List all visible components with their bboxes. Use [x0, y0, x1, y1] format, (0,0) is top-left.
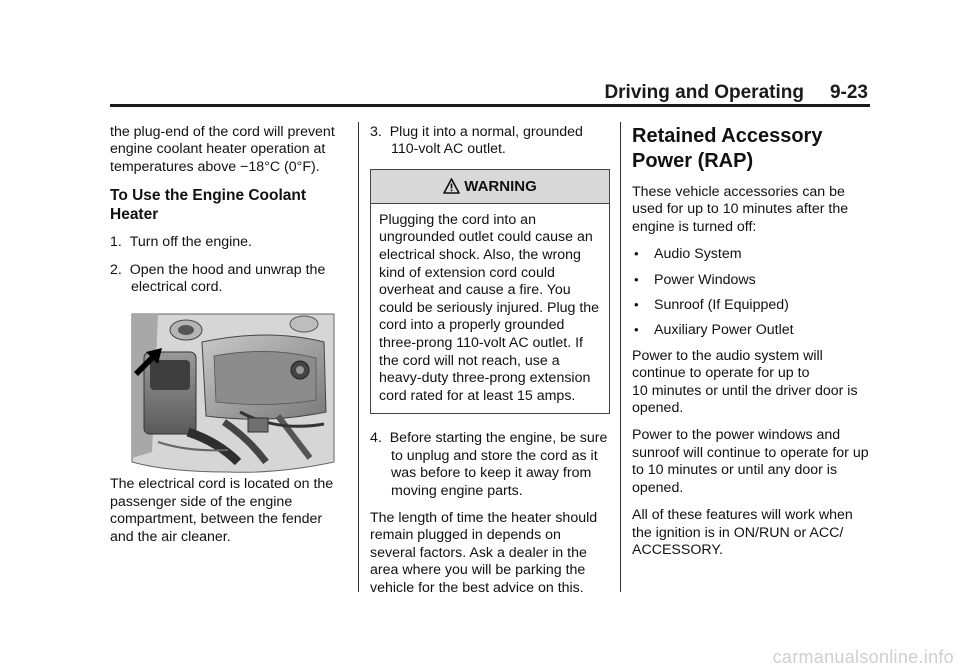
step-3: 3. Plug it into a normal, grounded 110-volt AC outlet.	[370, 124, 583, 158]
bullet-icon: •	[634, 271, 639, 287]
warning-header	[371, 170, 609, 204]
warning-box	[370, 169, 610, 415]
bullet-icon: •	[634, 322, 639, 338]
page-number: 9-23	[829, 82, 868, 103]
warning-triangle-icon	[443, 178, 460, 194]
column-3	[632, 124, 870, 569]
list-item	[632, 246, 870, 263]
list-item	[632, 297, 870, 314]
watermark: carmanualsonline.info	[772, 647, 954, 667]
page-header	[604, 82, 868, 104]
bullet-icon: •	[634, 297, 639, 313]
list-item-label: Sunroof (If Equipped)	[654, 297, 789, 314]
column-2	[370, 124, 610, 607]
column-1	[110, 124, 348, 556]
step-1: 1. Turn off the engine.	[110, 234, 252, 251]
list-item	[632, 272, 870, 289]
section-title: Driving and Operating	[604, 82, 804, 103]
list-item	[632, 322, 870, 339]
warning-text: Plugging the cord into an ungrounded outlet could cause an electrical shock. Also, the wrong kind of extension cord could overheat and cause a fire. You could be seriously injured. Plug the cord into a properly grounded three-prong 110-volt AC outlet. If the cord will not reach, use a heavy-duty three-prong extension cord rated for at least 15 amps.	[379, 211, 600, 404]
bullet-icon: •	[634, 246, 639, 262]
heater-duration-paragraph: The length of time the heater should remain plugged in depends on several factors. Ask a dealer in the area where you will be parking the vehicle for the best advice on this.	[370, 509, 598, 596]
header-rule	[110, 104, 870, 107]
ignition-paragraph: All of these features will work when the ignition is in ON/RUN or ACC/ ACCESSORY.	[632, 507, 853, 558]
column-divider-right	[620, 122, 621, 592]
list-item-label: Audio System	[654, 246, 742, 263]
step-2: 2. Open the hood and unwrap the electrical cord.	[110, 261, 326, 296]
warning-title: WARNING	[464, 177, 537, 195]
engine-compartment-illustration	[128, 312, 338, 476]
rap-heading: Retained Accessory Power (RAP)	[632, 125, 823, 172]
list-item-label: Power Windows	[654, 271, 756, 288]
windows-power-paragraph: Power to the power windows and sunroof will continue to operate for up to 10 minutes or until any door is opened.	[632, 427, 869, 496]
audio-power-paragraph: Power to the audio system will continue to operate for up to 10 minutes or until the driver door is opened.	[632, 347, 858, 417]
list-item-label: Auxiliary Power Outlet	[654, 322, 794, 339]
rap-intro: These vehicle accessories can be used for up to 10 minutes after the engine is turned off:	[632, 184, 849, 235]
coolant-heater-heading: To Use the Engine Coolant Heater	[110, 187, 307, 224]
step-4: 4. Before starting the engine, be sure to unplug and store the cord as it was before to keep it away from moving engine parts.	[370, 430, 608, 499]
illustration-caption: The electrical cord is located on the passenger side of the engine compartment, between the fender and the air cleaner.	[110, 476, 334, 545]
column-divider-left	[358, 122, 359, 592]
intro-paragraph: the plug-end of the cord will prevent engine coolant heater operation at temperatures above −18°C (0°F).	[110, 124, 335, 175]
